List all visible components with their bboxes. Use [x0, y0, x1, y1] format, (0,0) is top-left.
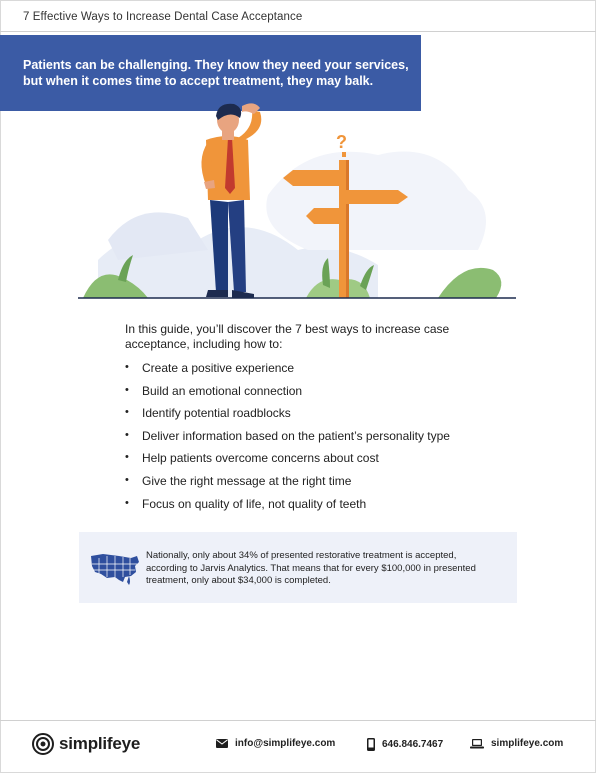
confused-man-signpost-illustration	[78, 100, 518, 302]
list-item-text: Give the right message at the right time	[142, 473, 352, 488]
bullet-icon: •	[125, 383, 129, 396]
list-item-text: Deliver information based on the patient’s personality type	[142, 428, 450, 443]
statistic-line-2: according to Jarvis Analytics. That means that for every $100,000 in presented	[146, 562, 476, 574]
phone-text: 646.846.7467	[382, 739, 444, 750]
list-item	[125, 451, 450, 474]
bush-right	[438, 268, 501, 298]
signpost-pole-shade	[346, 160, 349, 298]
footer-email[interactable]	[216, 738, 335, 749]
header-divider	[0, 31, 596, 32]
website-text: simplifeye.com	[491, 738, 564, 749]
document-header-title: 7 Effective Ways to Increase Dental Case Acceptance	[23, 11, 303, 23]
intro-paragraph	[125, 322, 475, 352]
list-item	[125, 429, 450, 452]
question-mark: ?	[336, 132, 347, 152]
intro-line-2: acceptance, including how to:	[125, 337, 283, 351]
list-item	[125, 384, 450, 407]
bullet-icon: •	[125, 406, 129, 419]
sign-arrow-left-top	[283, 170, 343, 186]
question-mark-dot-stem	[342, 152, 346, 157]
list-item	[125, 406, 450, 429]
envelope-icon	[216, 739, 228, 748]
us-map-icon	[89, 550, 141, 586]
footer-phone[interactable]	[367, 738, 443, 751]
statistic-line-1: Nationally, only about 34% of presented restorative treatment is accepted,	[146, 550, 457, 561]
list-item-text: Build an emotional connection	[142, 383, 303, 398]
footer-divider	[0, 720, 596, 721]
intro-line-1: In this guide, you’ll discover the 7 best ways to increase case	[125, 322, 450, 336]
logo-text: simplifeye	[59, 734, 141, 753]
list-item-text: Focus on quality of life, not quality of teeth	[142, 496, 367, 511]
list-item	[125, 497, 450, 520]
list-item-text: Help patients overcome concerns about cost	[142, 451, 379, 466]
simplifeye-logo[interactable]	[32, 732, 140, 756]
bullet-icon: •	[125, 361, 129, 373]
bullet-icon: •	[125, 496, 129, 509]
statistic-text	[146, 550, 506, 588]
list-item-text: Identify potential roadblocks	[142, 406, 291, 421]
email-text: info@simplifeye.com	[235, 738, 336, 749]
phone-icon	[367, 738, 375, 751]
list-item-text: Create a positive experience	[142, 361, 295, 375]
banner-line-1: Patients can be challenging. They know they need your services,	[23, 58, 409, 72]
list-item	[125, 361, 450, 384]
sign-arrow-right	[345, 190, 408, 204]
footer-website[interactable]	[470, 738, 563, 749]
man-shoe-left	[206, 290, 228, 297]
logo-eye-icon	[32, 733, 54, 755]
laptop-icon	[470, 739, 484, 749]
bullet-icon: •	[125, 473, 129, 486]
bullet-icon: •	[125, 428, 129, 441]
banner-line-2: but when it comes time to accept treatment, they may balk.	[23, 74, 374, 88]
acceptance-tips-list	[125, 361, 450, 519]
list-item	[125, 474, 450, 497]
man-arm-right	[238, 110, 261, 140]
statistic-callout	[79, 532, 517, 603]
statistic-line-3: treatment, only about $34,000 is completed.	[146, 575, 331, 586]
bullet-icon: •	[125, 451, 129, 464]
